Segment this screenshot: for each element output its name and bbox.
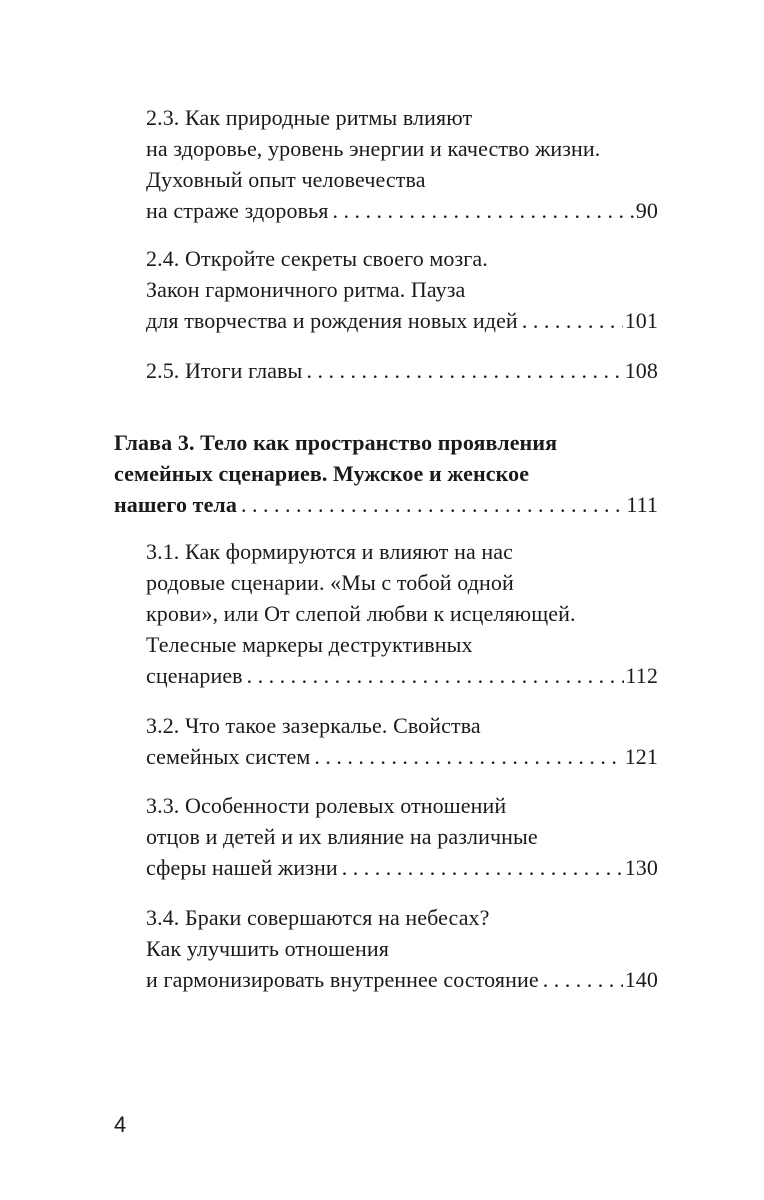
toc-entry-3-4[interactable] — [146, 902, 658, 995]
page-number: 121 — [624, 744, 658, 769]
page-number: 108 — [624, 358, 658, 383]
toc-entry-last-line — [146, 355, 658, 386]
page-number: 90 — [635, 198, 658, 223]
toc-entry-line: на здоровье, уровень энергии и качество жизни. — [146, 136, 601, 161]
toc-entry-last-line — [146, 195, 658, 226]
toc-entry-line: 3.3. Особенности ролевых отношений — [146, 793, 507, 818]
dot-leader — [237, 489, 624, 520]
dot-leader — [302, 355, 622, 386]
toc-entry-line: сферы нашей жизни — [146, 855, 338, 880]
toc-entry-last-line — [146, 964, 658, 995]
page-number: 112 — [625, 663, 658, 688]
toc-entry-3-3[interactable] — [146, 790, 658, 883]
toc-entry-last-line — [146, 305, 658, 336]
toc-entry-last-line — [146, 852, 658, 883]
toc-entry-line: Телесные маркеры деструктивных — [146, 632, 473, 657]
dot-leader — [539, 964, 623, 995]
dot-leader — [328, 195, 633, 226]
page-number: 140 — [624, 967, 658, 992]
toc-chapter-3[interactable] — [114, 427, 658, 520]
toc-entry-line: на страже здоровья — [146, 198, 329, 223]
toc-entry-2-5[interactable] — [146, 355, 658, 386]
toc-entry-line: 3.4. Браки совершаются на небесах? — [146, 905, 490, 930]
toc-entry-line: семейных систем — [146, 744, 311, 769]
page-number: 101 — [624, 308, 658, 333]
toc-entry-2-4[interactable] — [146, 243, 658, 336]
dot-leader — [310, 741, 622, 772]
toc-chapter-last-line — [114, 489, 658, 520]
toc-entry-line: сценариев — [146, 663, 243, 688]
toc-entry-line: Духовный опыт человечества — [146, 167, 426, 192]
toc-entry-line: 2.4. Откройте секреты своего мозга. — [146, 246, 488, 271]
toc-chapter-line: нашего тела — [114, 492, 237, 517]
dot-leader — [518, 305, 623, 336]
toc-entry-line: 3.1. Как формируются и влияют на нас — [146, 539, 514, 564]
page-number: 130 — [624, 855, 658, 880]
toc-entry-line: родовые сценарии. «Мы с тобой одной — [146, 570, 514, 595]
toc-entry-line: 3.2. Что такое зазеркалье. Свойства — [146, 713, 481, 738]
page-number: 111 — [626, 492, 658, 517]
toc-entry-3-1[interactable] — [146, 536, 658, 691]
toc-chapter-line: семейных сценариев. Мужское и женское — [114, 461, 530, 486]
dot-leader — [338, 852, 623, 883]
toc-entry-line: 2.5. Итоги главы — [146, 358, 303, 383]
toc-chapter-line: Глава 3. Тело как пространство проявления — [114, 430, 558, 455]
toc-entry-line: отцов и детей и их влияние на различные — [146, 824, 538, 849]
toc-entry-line: крови», или От слепой любви к исцеляющей. — [146, 601, 576, 626]
toc-entry-line: для творчества и рождения новых идей — [146, 308, 518, 333]
toc-entry-line: 2.3. Как природные ритмы влияют — [146, 105, 473, 130]
dot-leader — [243, 660, 624, 691]
toc-entry-last-line — [146, 741, 658, 772]
toc-entry-line: Как улучшить отношения — [146, 936, 389, 961]
toc-entry-last-line — [146, 660, 658, 691]
toc-entry-line: и гармонизировать внутреннее состояние — [146, 967, 539, 992]
toc-entry-line: Закон гармоничного ритма. Пауза — [146, 277, 466, 302]
toc-entry-2-3[interactable] — [146, 102, 658, 226]
folio-page-number: 4 — [114, 1112, 127, 1137]
toc-entry-3-2[interactable] — [146, 710, 658, 772]
